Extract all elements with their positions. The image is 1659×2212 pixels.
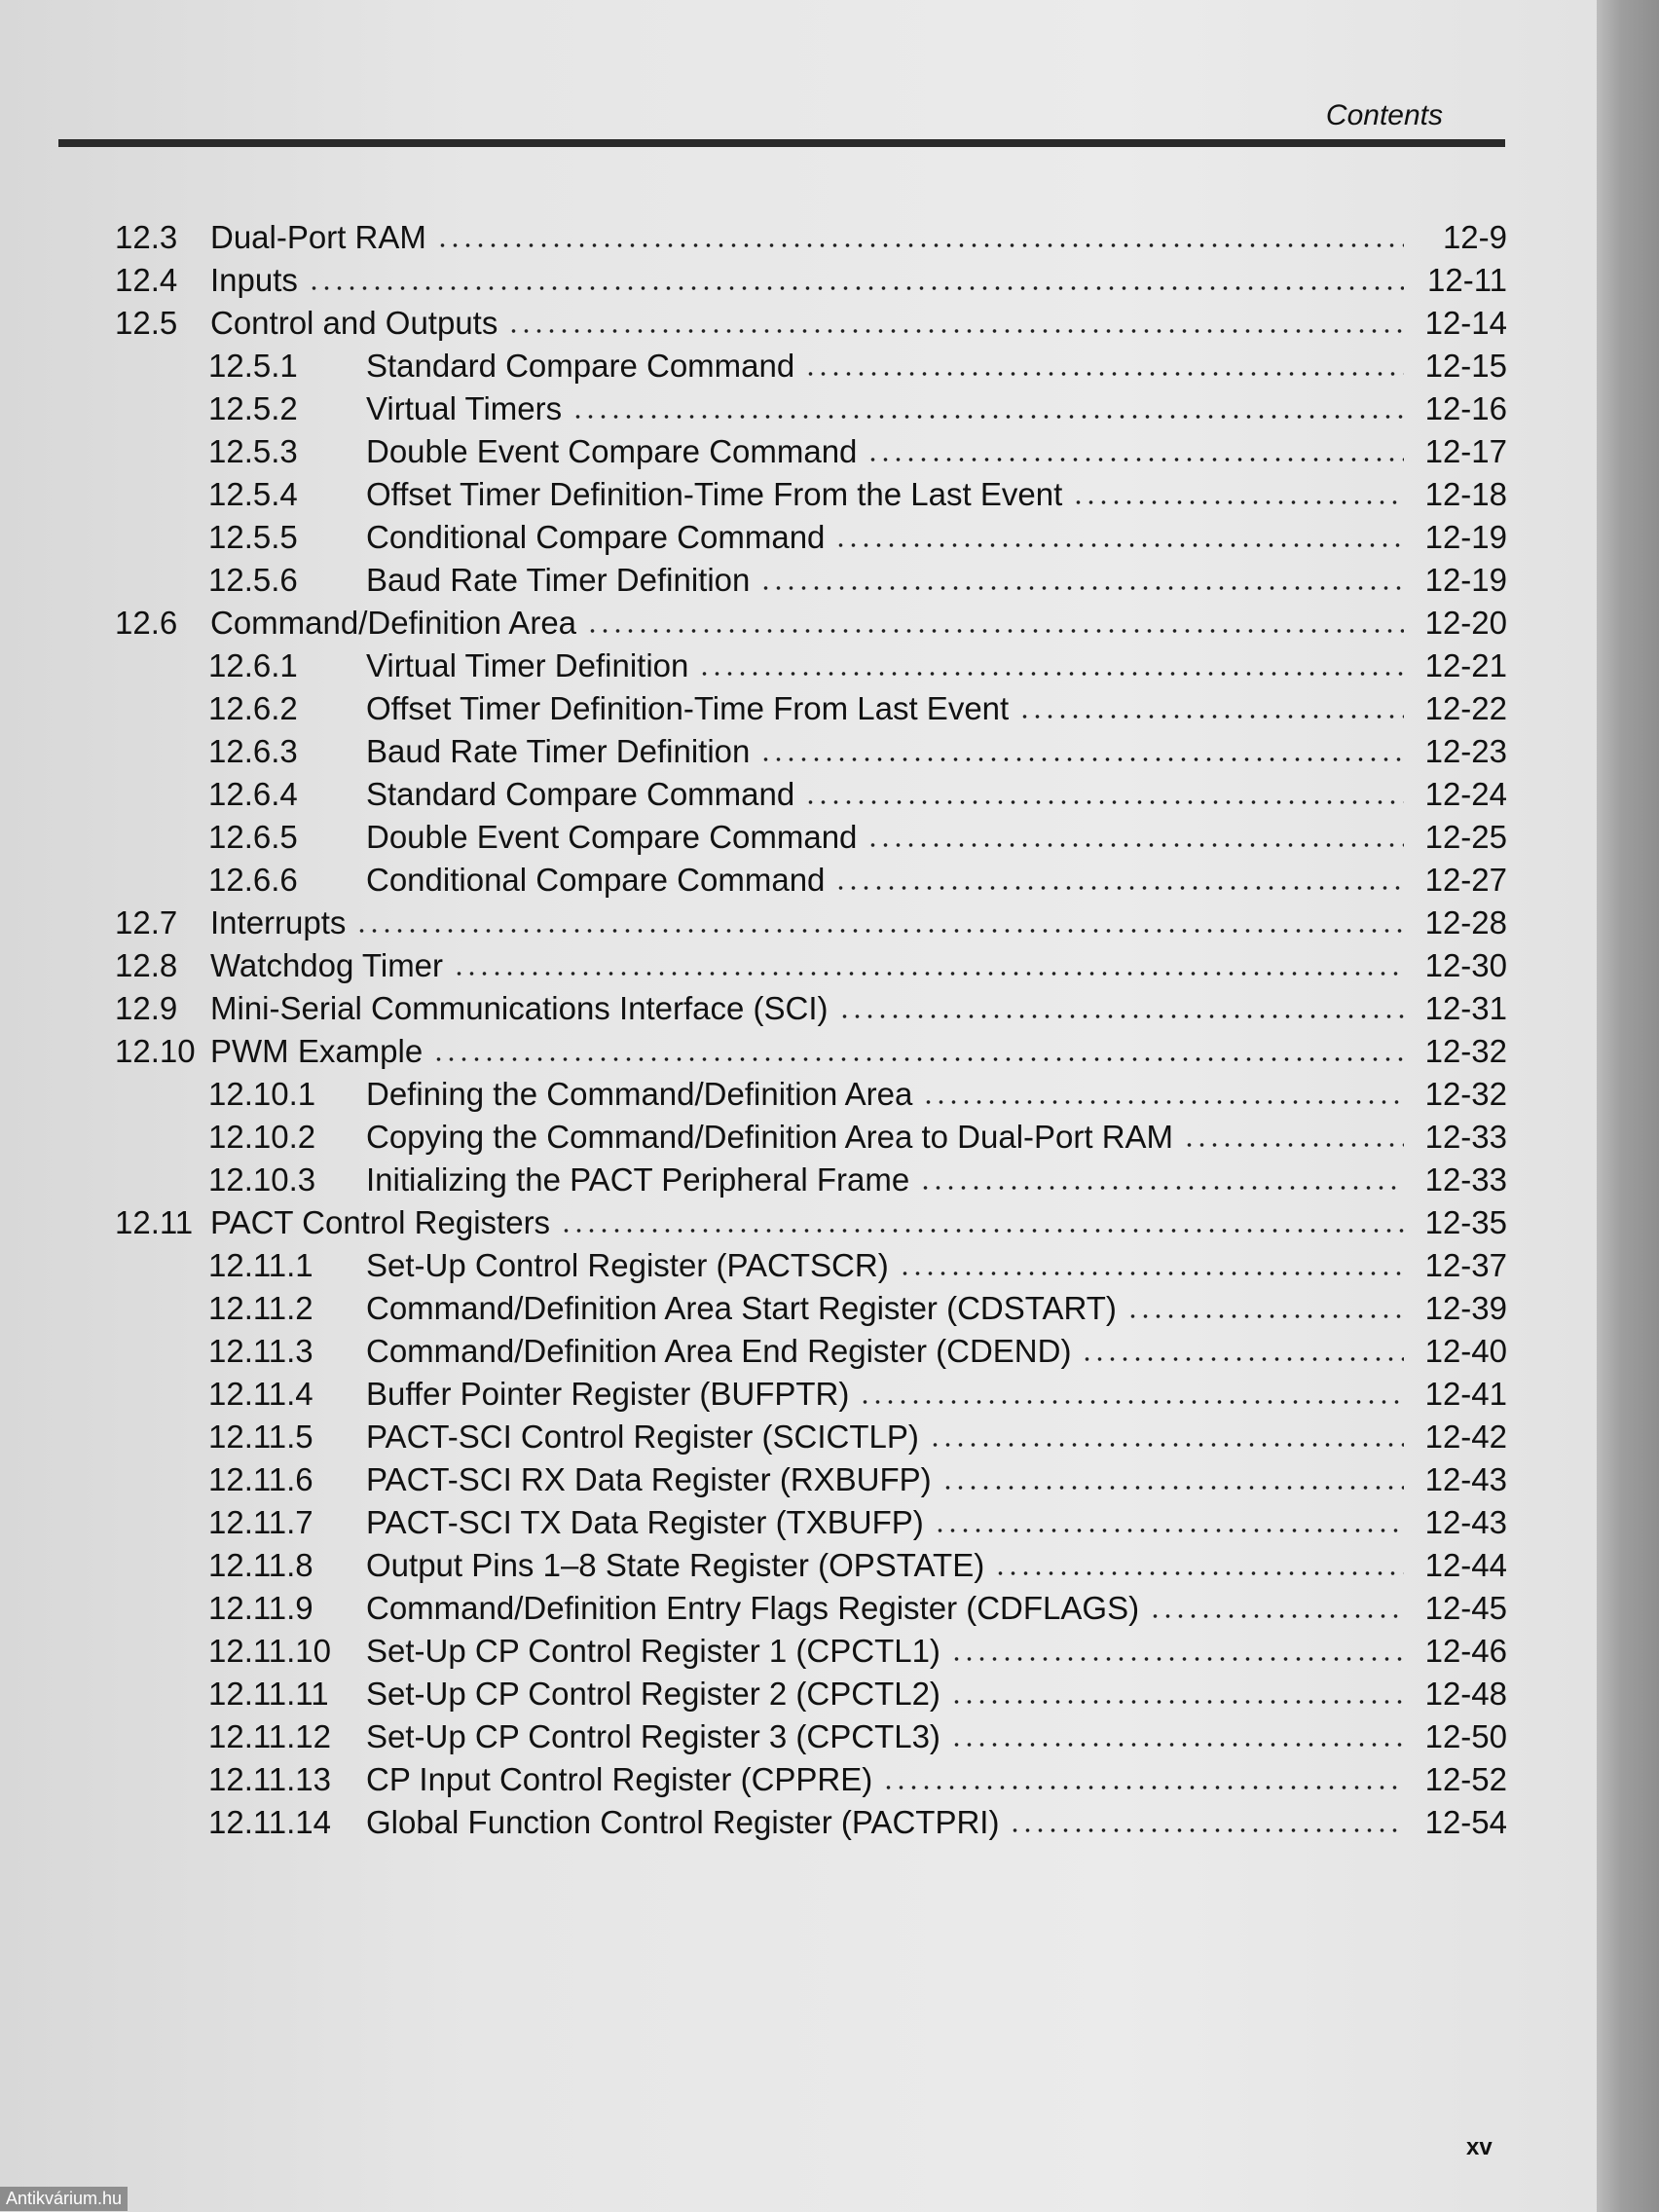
toc-entry-line (366, 1758, 1597, 1801)
toc-entry-title: Inputs (210, 262, 298, 298)
toc-entry-line (366, 859, 1597, 902)
toc-entry (0, 1715, 1597, 1758)
toc-entry (0, 1201, 1597, 1244)
toc-entry-line (210, 1030, 1597, 1073)
toc-entry-title: Interrupts (210, 904, 347, 940)
toc-entry-title: Set-Up CP Control Register 1 (CPCTL1) (366, 1633, 940, 1669)
toc-entry-line (366, 1159, 1597, 1201)
toc-entry-title: Dual-Port RAM (210, 219, 426, 255)
toc-entry (0, 1416, 1597, 1458)
toc-entry-line (366, 1244, 1597, 1287)
toc-entry-title: Standard Compare Command (366, 348, 795, 384)
toc-entry-line (366, 645, 1597, 687)
toc-entry-title: Set-Up CP Control Register 3 (CPCTL3) (366, 1718, 940, 1754)
dot-leader (1149, 1614, 1404, 1618)
toc-entry-title: Offset Timer Definition-Time From the Last Event (366, 476, 1063, 512)
toc-entry-page: 12-31 (1424, 990, 1507, 1026)
toc-entry-number: 12.10.2 (208, 1119, 316, 1155)
dot-leader (355, 929, 1404, 933)
toc-entry-page: 12-45 (1424, 1590, 1507, 1626)
toc-entry-number: 12.10 (115, 1033, 196, 1069)
toc-entry-number: 12.11.14 (208, 1804, 332, 1840)
toc-entry-page: 12-52 (1424, 1761, 1507, 1797)
toc-entry-number: 12.11.8 (208, 1547, 313, 1583)
dot-leader (560, 1229, 1404, 1233)
toc-entry (0, 1673, 1597, 1715)
toc-entry (0, 1073, 1597, 1116)
toc-entry-title: Command/Definition Area End Register (CDEND) (366, 1333, 1072, 1369)
toc-entry-page: 12-19 (1424, 562, 1507, 598)
toc-entry-title: Set-Up Control Register (PACTSCR) (366, 1247, 889, 1283)
toc-entry-page: 12-19 (1424, 519, 1507, 555)
toc-entry-title: Command/Definition Area (210, 605, 577, 641)
dot-leader (432, 1057, 1404, 1061)
dot-leader (1018, 715, 1404, 719)
dot-leader (866, 843, 1404, 847)
toc-entry-number: 12.8 (115, 947, 178, 983)
toc-entry-line (210, 302, 1597, 345)
toc-entry-number: 12.6.4 (208, 776, 298, 812)
toc-entry-line (366, 1801, 1597, 1844)
toc-entry-page: 12-21 (1424, 647, 1507, 683)
toc-entry-number: 12.5.4 (208, 476, 298, 512)
toc-entry (0, 1544, 1597, 1587)
toc-entry-title: PACT Control Registers (210, 1204, 551, 1240)
toc-entry (0, 1287, 1597, 1330)
toc-entry-line (366, 1116, 1597, 1159)
toc-entry-number: 12.6.5 (208, 819, 298, 855)
toc-entry-title: Defining the Command/Definition Area (366, 1076, 913, 1112)
dot-leader (838, 1014, 1404, 1018)
toc-entry-title: Command/Definition Area Start Register (CDSTART) (366, 1290, 1117, 1326)
toc-entry (0, 302, 1597, 345)
toc-entry-line (366, 816, 1597, 859)
dot-leader (1183, 1143, 1404, 1147)
toc-entry (0, 216, 1597, 259)
toc-entry (0, 259, 1597, 302)
toc-entry (0, 1244, 1597, 1287)
toc-entry-number: 12.6.6 (208, 862, 298, 898)
toc-entry-line (366, 1373, 1597, 1416)
toc-entry-line (366, 1416, 1597, 1458)
toc-entry-page: 12-27 (1424, 862, 1507, 898)
toc-entry-title: Watchdog Timer (210, 947, 444, 983)
toc-entry-page: 12-35 (1424, 1204, 1507, 1240)
dot-leader (950, 1700, 1404, 1704)
toc-entry-page: 12-54 (1424, 1804, 1507, 1840)
page-number: xv (1466, 2134, 1493, 2160)
toc-entry-number: 12.11 (115, 1204, 194, 1240)
toc-entry (0, 1801, 1597, 1844)
toc-entry (0, 1373, 1597, 1416)
dot-leader (941, 1486, 1404, 1490)
toc-entry-number: 12.10.1 (208, 1076, 316, 1112)
dot-leader (1081, 1357, 1404, 1361)
dot-leader (950, 1743, 1404, 1747)
dot-leader (308, 286, 1404, 290)
toc-entry-line (366, 1458, 1597, 1501)
toc-entry (0, 516, 1597, 559)
toc-entry-line (366, 387, 1597, 430)
dot-leader (1009, 1828, 1404, 1832)
toc-entry-line (366, 345, 1597, 387)
toc-entry-page: 12-41 (1424, 1376, 1507, 1412)
toc-entry-line (366, 1715, 1597, 1758)
toc-entry-page: 12-32 (1424, 1033, 1507, 1069)
toc-entry-page: 12-37 (1424, 1247, 1507, 1283)
toc-entry-line (366, 1073, 1597, 1116)
toc-entry-line (366, 473, 1597, 516)
dot-leader (586, 629, 1404, 633)
toc-entry-title: Baud Rate Timer Definition (366, 733, 751, 769)
toc-entry-title: Copying the Command/Definition Area to Dual-Port RAM (366, 1119, 1174, 1155)
toc-entry-title: Standard Compare Command (366, 776, 795, 812)
toc-entry-number: 12.11.11 (208, 1676, 329, 1712)
header-rule (58, 139, 1505, 147)
toc-entry-title: PACT-SCI TX Data Register (TXBUFP) (366, 1504, 924, 1540)
toc-entry-number: 12.11.4 (208, 1376, 313, 1412)
toc-entry-number: 12.11.10 (208, 1633, 332, 1669)
toc-entry-line (210, 987, 1597, 1030)
toc-entry (0, 1159, 1597, 1201)
toc-entry-page: 12-9 (1442, 219, 1507, 255)
toc-entry (0, 1630, 1597, 1673)
toc-entry-number: 12.11.5 (208, 1419, 313, 1455)
toc-entry (0, 859, 1597, 902)
toc-entry-page: 12-44 (1424, 1547, 1507, 1583)
toc-entry-line (366, 516, 1597, 559)
toc-entry-page: 12-30 (1424, 947, 1507, 983)
dot-leader (834, 543, 1404, 547)
toc-entry-line (366, 1287, 1597, 1330)
toc-entry-page: 12-43 (1424, 1461, 1507, 1497)
toc-entry-number: 12.5 (115, 305, 178, 341)
toc-entry-page: 12-15 (1424, 348, 1507, 384)
toc-entry-number: 12.11.12 (208, 1718, 332, 1754)
toc-entry-number: 12.11.7 (208, 1504, 313, 1540)
toc-entry-number: 12.11.2 (208, 1290, 313, 1326)
toc-entry-line (366, 559, 1597, 602)
toc-entry (0, 473, 1597, 516)
toc-entry-number: 12.5.1 (208, 348, 298, 384)
book-binding (1597, 0, 1659, 2212)
toc-entry-line (366, 730, 1597, 773)
toc-entry (0, 902, 1597, 944)
toc-entry-page: 12-20 (1424, 605, 1507, 641)
toc-entry-number: 12.6.2 (208, 690, 298, 726)
toc-entry-line (366, 687, 1597, 730)
toc-entry-title: Double Event Compare Command (366, 819, 858, 855)
table-of-contents (0, 216, 1597, 1844)
watermark: Antikvárium.hu (0, 2187, 128, 2211)
toc-entry-line (366, 430, 1597, 473)
toc-entry (0, 1501, 1597, 1544)
toc-entry-line (366, 1673, 1597, 1715)
toc-entry-page: 12-48 (1424, 1676, 1507, 1712)
toc-entry-title: Buffer Pointer Register (BUFPTR) (366, 1376, 850, 1412)
dot-leader (436, 243, 1404, 247)
toc-entry-title: Global Function Control Register (PACTPRI) (366, 1804, 1000, 1840)
dot-leader (950, 1657, 1404, 1661)
toc-entry (0, 1758, 1597, 1801)
toc-entry-line (366, 1501, 1597, 1544)
toc-entry-page: 12-46 (1424, 1633, 1507, 1669)
toc-entry-page: 12-42 (1424, 1419, 1507, 1455)
toc-entry-title: CP Input Control Register (CPPRE) (366, 1761, 873, 1797)
toc-entry-page: 12-39 (1424, 1290, 1507, 1326)
dot-leader (922, 1100, 1404, 1104)
toc-entry (0, 987, 1597, 1030)
toc-entry-number: 12.5.6 (208, 562, 298, 598)
toc-entry-title: Output Pins 1–8 State Register (OPSTATE) (366, 1547, 985, 1583)
toc-entry-line (210, 602, 1597, 645)
toc-entry-title: Offset Timer Definition-Time From Last Event (366, 690, 1010, 726)
toc-entry-line (366, 1630, 1597, 1673)
dot-leader (929, 1443, 1404, 1447)
toc-entry-page: 12-43 (1424, 1504, 1507, 1540)
toc-entry (0, 944, 1597, 987)
toc-entry-title: Double Event Compare Command (366, 433, 858, 469)
toc-entry (0, 1330, 1597, 1373)
toc-entry-page: 12-50 (1424, 1718, 1507, 1754)
toc-entry-number: 12.6.1 (208, 647, 298, 683)
toc-entry-title: PACT-SCI RX Data Register (RXBUFP) (366, 1461, 932, 1497)
toc-entry-number: 12.10.3 (208, 1161, 316, 1198)
toc-entry (0, 816, 1597, 859)
dot-leader (698, 672, 1404, 676)
toc-entry (0, 645, 1597, 687)
toc-entry (0, 687, 1597, 730)
dot-leader (453, 972, 1404, 976)
dot-leader (759, 586, 1404, 590)
toc-entry-page: 12-33 (1424, 1119, 1507, 1155)
toc-entry-title: Virtual Timer Definition (366, 647, 689, 683)
toc-entry-number: 12.7 (115, 904, 178, 940)
toc-entry-title: Initializing the PACT Peripheral Frame (366, 1161, 910, 1198)
toc-entry (0, 1458, 1597, 1501)
toc-entry-line (210, 944, 1597, 987)
toc-entry (0, 559, 1597, 602)
toc-entry-page: 12-32 (1424, 1076, 1507, 1112)
toc-entry-line (366, 1544, 1597, 1587)
toc-entry-page: 12-14 (1424, 305, 1507, 341)
toc-entry-page: 12-18 (1424, 476, 1507, 512)
dot-leader (834, 886, 1404, 890)
toc-entry-number: 12.11.6 (208, 1461, 313, 1497)
toc-entry-number: 12.5.5 (208, 519, 298, 555)
dot-leader (866, 458, 1404, 461)
toc-entry-number: 12.3 (115, 219, 178, 255)
toc-entry-page: 12-25 (1424, 819, 1507, 855)
dot-leader (507, 329, 1404, 333)
toc-entry (0, 1116, 1597, 1159)
dot-leader (899, 1272, 1404, 1275)
dot-leader (804, 372, 1404, 376)
toc-entry-number: 12.9 (115, 990, 178, 1026)
toc-entry-page: 12-11 (1427, 262, 1507, 298)
toc-entry-title: Virtual Timers (366, 390, 563, 426)
toc-entry (0, 730, 1597, 773)
toc-entry (0, 1587, 1597, 1630)
toc-entry-line (210, 259, 1597, 302)
toc-entry (0, 345, 1597, 387)
toc-entry-title: Set-Up CP Control Register 2 (CPCTL2) (366, 1676, 940, 1712)
toc-entry-page: 12-23 (1424, 733, 1507, 769)
toc-entry-number: 12.11.3 (208, 1333, 313, 1369)
dot-leader (919, 1186, 1404, 1190)
toc-entry (0, 602, 1597, 645)
toc-entry-line (210, 216, 1597, 259)
toc-entry-number: 12.6 (115, 605, 178, 641)
toc-entry-line (366, 1587, 1597, 1630)
dot-leader (934, 1529, 1404, 1532)
toc-entry-title: PWM Example (210, 1033, 424, 1069)
toc-entry-page: 12-22 (1424, 690, 1507, 726)
toc-entry-title: Conditional Compare Command (366, 862, 826, 898)
toc-entry-page: 12-28 (1424, 904, 1507, 940)
toc-entry-title: Baud Rate Timer Definition (366, 562, 751, 598)
toc-entry-title: PACT-SCI Control Register (SCICTLP) (366, 1419, 919, 1455)
toc-entry-number: 12.11.9 (208, 1590, 313, 1626)
toc-entry-number: 12.5.2 (208, 390, 298, 426)
toc-entry (0, 387, 1597, 430)
dot-leader (994, 1571, 1404, 1575)
toc-entry-page: 12-24 (1424, 776, 1507, 812)
toc-entry-page: 12-16 (1424, 390, 1507, 426)
toc-entry-title: Control and Outputs (210, 305, 498, 341)
toc-entry-page: 12-33 (1424, 1161, 1507, 1198)
dot-leader (1126, 1314, 1404, 1318)
toc-entry-title: Conditional Compare Command (366, 519, 826, 555)
dot-leader (882, 1786, 1404, 1789)
toc-entry-title: Command/Definition Entry Flags Register (CDFLAGS) (366, 1590, 1140, 1626)
toc-entry-title: Mini-Serial Communications Interface (SCI) (210, 990, 829, 1026)
toc-entry (0, 773, 1597, 816)
toc-entry-number: 12.4 (115, 262, 178, 298)
toc-entry-line (210, 1201, 1597, 1244)
toc-entry-number: 12.6.3 (208, 733, 298, 769)
toc-entry-page: 12-40 (1424, 1333, 1507, 1369)
toc-entry-number: 12.11.13 (208, 1761, 332, 1797)
toc-entry-page: 12-17 (1424, 433, 1507, 469)
dot-leader (859, 1400, 1404, 1404)
toc-entry (0, 430, 1597, 473)
toc-entry-number: 12.11.1 (208, 1247, 313, 1283)
dot-leader (804, 800, 1404, 804)
dot-leader (571, 415, 1404, 419)
toc-entry-line (366, 773, 1597, 816)
running-header: Contents (1325, 99, 1443, 131)
dot-leader (1072, 500, 1404, 504)
toc-entry-number: 12.5.3 (208, 433, 298, 469)
dot-leader (759, 757, 1404, 761)
toc-entry-line (210, 902, 1597, 944)
toc-entry-line (366, 1330, 1597, 1373)
toc-entry (0, 1030, 1597, 1073)
